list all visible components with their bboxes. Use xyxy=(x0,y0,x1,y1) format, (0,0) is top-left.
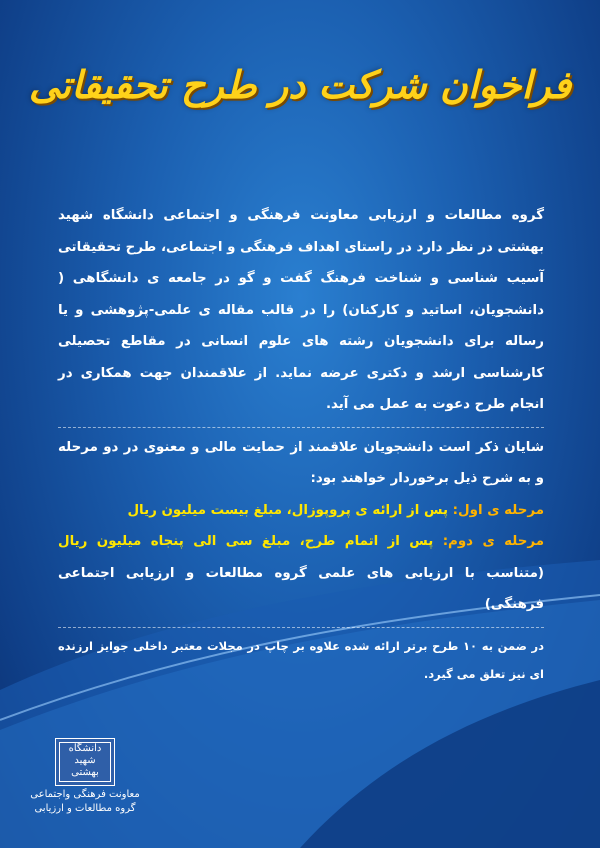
poster-body xyxy=(58,200,544,688)
poster-title: فراخوان شرکت در طرح تحقیقاتی xyxy=(28,62,572,107)
org-line-2: گروه مطالعات و ارزیابی xyxy=(34,803,136,814)
organization-name xyxy=(30,788,140,816)
org-line-1: معاونت فرهنگی واجتماعی xyxy=(30,789,140,800)
logo-calligraphy: دانشگاه شهید بهشتی xyxy=(59,742,111,782)
stage-1-text: پس از ارائه ی پروپوزال، مبلغ بیست میلیون ریال xyxy=(127,502,448,518)
divider xyxy=(58,427,544,428)
stage-2 xyxy=(58,526,544,621)
divider xyxy=(58,627,544,628)
stage-2-label: مرحله ی دوم: xyxy=(442,534,544,549)
stage-2-text: پس از اتمام طرح، مبلغ سی الی پنجاه میلیون ریال xyxy=(58,534,434,549)
stage-1-label: مرحله ی اول: xyxy=(452,502,544,518)
footnote: در ضمن به ۱۰ طرح برتر ارائه شده علاوه بر چاپ در مجلات معتبر داخلی جوایز ارزنده ای نیز تعلق می گیرد. xyxy=(58,638,545,681)
stage-1 xyxy=(58,495,544,527)
intro-paragraph: گروه مطالعات و ارزیابی معاونت فرهنگی و اجتماعی دانشگاه شهید بهشتی در نظر دارد در راستای اهداف فرهنگی و اجتماعی، طرح تحقیقاتی آسیب شناسی و شناخت فرهنگ گفت و گو در جامعه ی دانشگاهی ( دانشجویان، اساتید و کارکنان) را در قالب مقاله ی علمی-پژوهشی و یا رساله برای دانشجویان رشته های علوم انسانی در مقاطع تحصیلی کارشناسی ارشد و دکتری عرضه نماید. از علاقمندان جهت همکاری در انجام طرح دعوت به عمل می آید. xyxy=(58,208,544,412)
university-logo xyxy=(55,738,115,786)
support-paragraph: شایان ذکر است دانشجویان علاقمند از حمایت مالی و معنوی در دو مرحله و به شرح ذیل برخوردار خواهند بود: xyxy=(58,439,544,486)
stage-2-note: (متناسب با ارزیابی های علمی گروه مطالعات و ارزیابی اجتماعی فرهنگی) xyxy=(58,565,544,612)
